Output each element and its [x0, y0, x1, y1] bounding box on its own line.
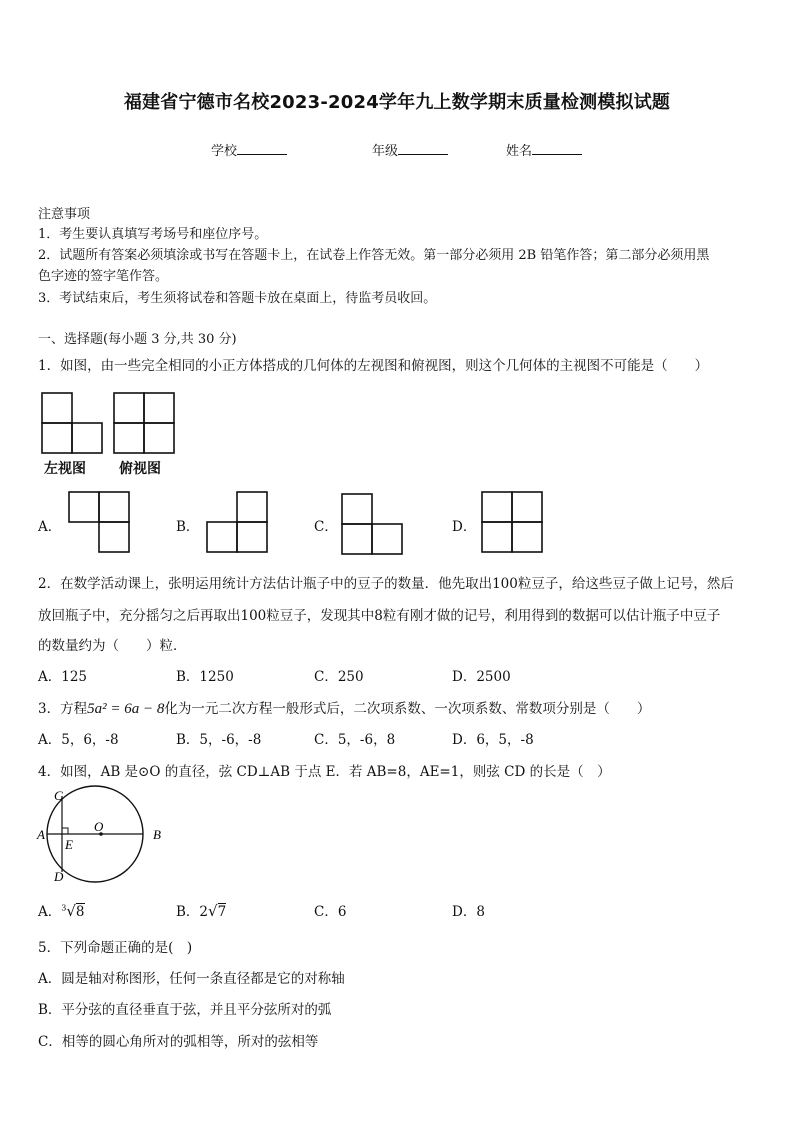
- school-label: 学校: [211, 144, 238, 159]
- q3-stem: [38, 697, 650, 718]
- q3-option-d[interactable]: D．6，5，-8: [452, 732, 534, 748]
- name-label: 姓名: [506, 144, 533, 159]
- q1-option-d-figure: [481, 491, 543, 553]
- name-field[interactable]: [506, 140, 582, 159]
- q1-option-c-label[interactable]: C．: [314, 519, 338, 535]
- q2-option-c[interactable]: C．250: [314, 669, 364, 685]
- q2-option-d[interactable]: D．2500: [452, 669, 511, 685]
- q5-option-c[interactable]: C．相等的圆心角所对的弧相等，所对的弦相等: [38, 1034, 319, 1050]
- q3-option-c[interactable]: C．5，-6，8: [314, 732, 396, 748]
- radicand: 8: [75, 904, 85, 920]
- radicand: 7: [217, 904, 227, 920]
- notice-item-3: 3．考试结束后，考生须将试卷和答题卡放在桌面上，待监考员收回。: [38, 291, 437, 306]
- q1-top-view-figure: [113, 392, 175, 454]
- grade-label: 年级: [372, 144, 399, 159]
- page-title: 福建省宁德市名校2023-2024学年九上数学期末质量检测模拟试题: [123, 92, 671, 113]
- q3-option-a[interactable]: A．5，6，-8: [38, 732, 119, 748]
- q2-stem-line-2: 放回瓶子中，充分摇匀之后再取出100粒豆子，发现其中8粒有刚才做的记号，利用得到的数据可以估计瓶子中豆子: [38, 608, 721, 624]
- q1-option-c-figure: [341, 493, 403, 555]
- q3-equation: 5a² = 6a − 8: [87, 701, 165, 717]
- q4-option-a[interactable]: A．$^3$√8: [38, 902, 85, 920]
- q5-stem: 5．下列命题正确的是( ): [38, 940, 193, 956]
- q4-option-d[interactable]: D．8: [452, 904, 485, 920]
- notice-item-2-cont: 色字迹的签字笔作答。: [38, 269, 169, 284]
- q1-left-view-figure: [40, 392, 104, 454]
- q2-option-a[interactable]: A．125: [38, 669, 88, 685]
- q1-option-b-label[interactable]: B．: [176, 519, 200, 535]
- q5-option-a[interactable]: A．圆是轴对称图形，任何一条直径都是它的对称轴: [38, 971, 345, 987]
- label-b: B: [153, 827, 161, 842]
- q2-stem-line-3: 的数量约为（ ）粒．: [38, 638, 187, 654]
- left-view-caption: 左视图: [44, 461, 86, 477]
- label-d: D: [54, 869, 64, 884]
- top-view-caption: 俯视图: [119, 461, 161, 477]
- notice-item-1: 1．考生要认真填写考场号和座位序号。: [38, 227, 268, 242]
- label-a: A: [37, 827, 45, 842]
- q1-option-a-figure: [68, 491, 130, 553]
- grade-blank[interactable]: [398, 142, 448, 155]
- q3-option-b[interactable]: B．5，-6，-8: [176, 732, 262, 748]
- q2-stem-line-1: 2．在数学活动课上，张明运用统计方法估计瓶子中的豆子的数量．他先取出100粒豆子，给这些豆子做上记号，然后: [38, 576, 734, 592]
- q1-option-d-label[interactable]: D．: [452, 519, 477, 535]
- q4-option-c[interactable]: C．6: [314, 904, 347, 920]
- label-c: C: [54, 788, 63, 803]
- section-heading: 一、选择题(每小题 3 分,共 30 分): [38, 332, 237, 347]
- label-o: O: [94, 819, 104, 834]
- q5-option-b[interactable]: B．平分弦的直径垂直于弦，并且平分弦所对的弧: [38, 1002, 332, 1018]
- q4-option-b[interactable]: B．2√7: [176, 902, 227, 920]
- q3-suffix: 化为一元二次方程一般形式后，二次项系数、一次项系数、常数项分别是（ ）: [164, 701, 651, 717]
- name-blank[interactable]: [532, 142, 582, 155]
- grade-field[interactable]: [372, 140, 448, 159]
- q4-circle-figure: [36, 786, 171, 886]
- q3-prefix: 3．方程: [38, 701, 88, 717]
- notice-item-2: 2．试题所有答案必须填涂或书写在答题卡上，在试卷上作答无效。第一部分必须用 2B 铅笔作答；第二部分必须用黑: [38, 248, 710, 263]
- q1-stem: 1．如图，由一些完全相同的小正方体搭成的几何体的左视图和俯视图，则这个几何体的主视图不可能是（ ）: [38, 358, 709, 374]
- school-field[interactable]: [211, 140, 287, 159]
- q4-stem: 4．如图，AB 是⊙O 的直径，弦 CD⊥AB 于点 E．若 AB=8，AE=1，则弦 CD 的长是（ ）: [38, 764, 611, 780]
- q1-option-b-figure: [206, 491, 268, 553]
- q1-option-a-label[interactable]: A．: [38, 519, 62, 535]
- q2-option-b[interactable]: B．1250: [176, 669, 234, 685]
- notice-heading: 注意事项: [38, 207, 91, 222]
- label-e: E: [65, 837, 73, 852]
- root-index: 3: [61, 903, 67, 913]
- school-blank[interactable]: [237, 142, 287, 155]
